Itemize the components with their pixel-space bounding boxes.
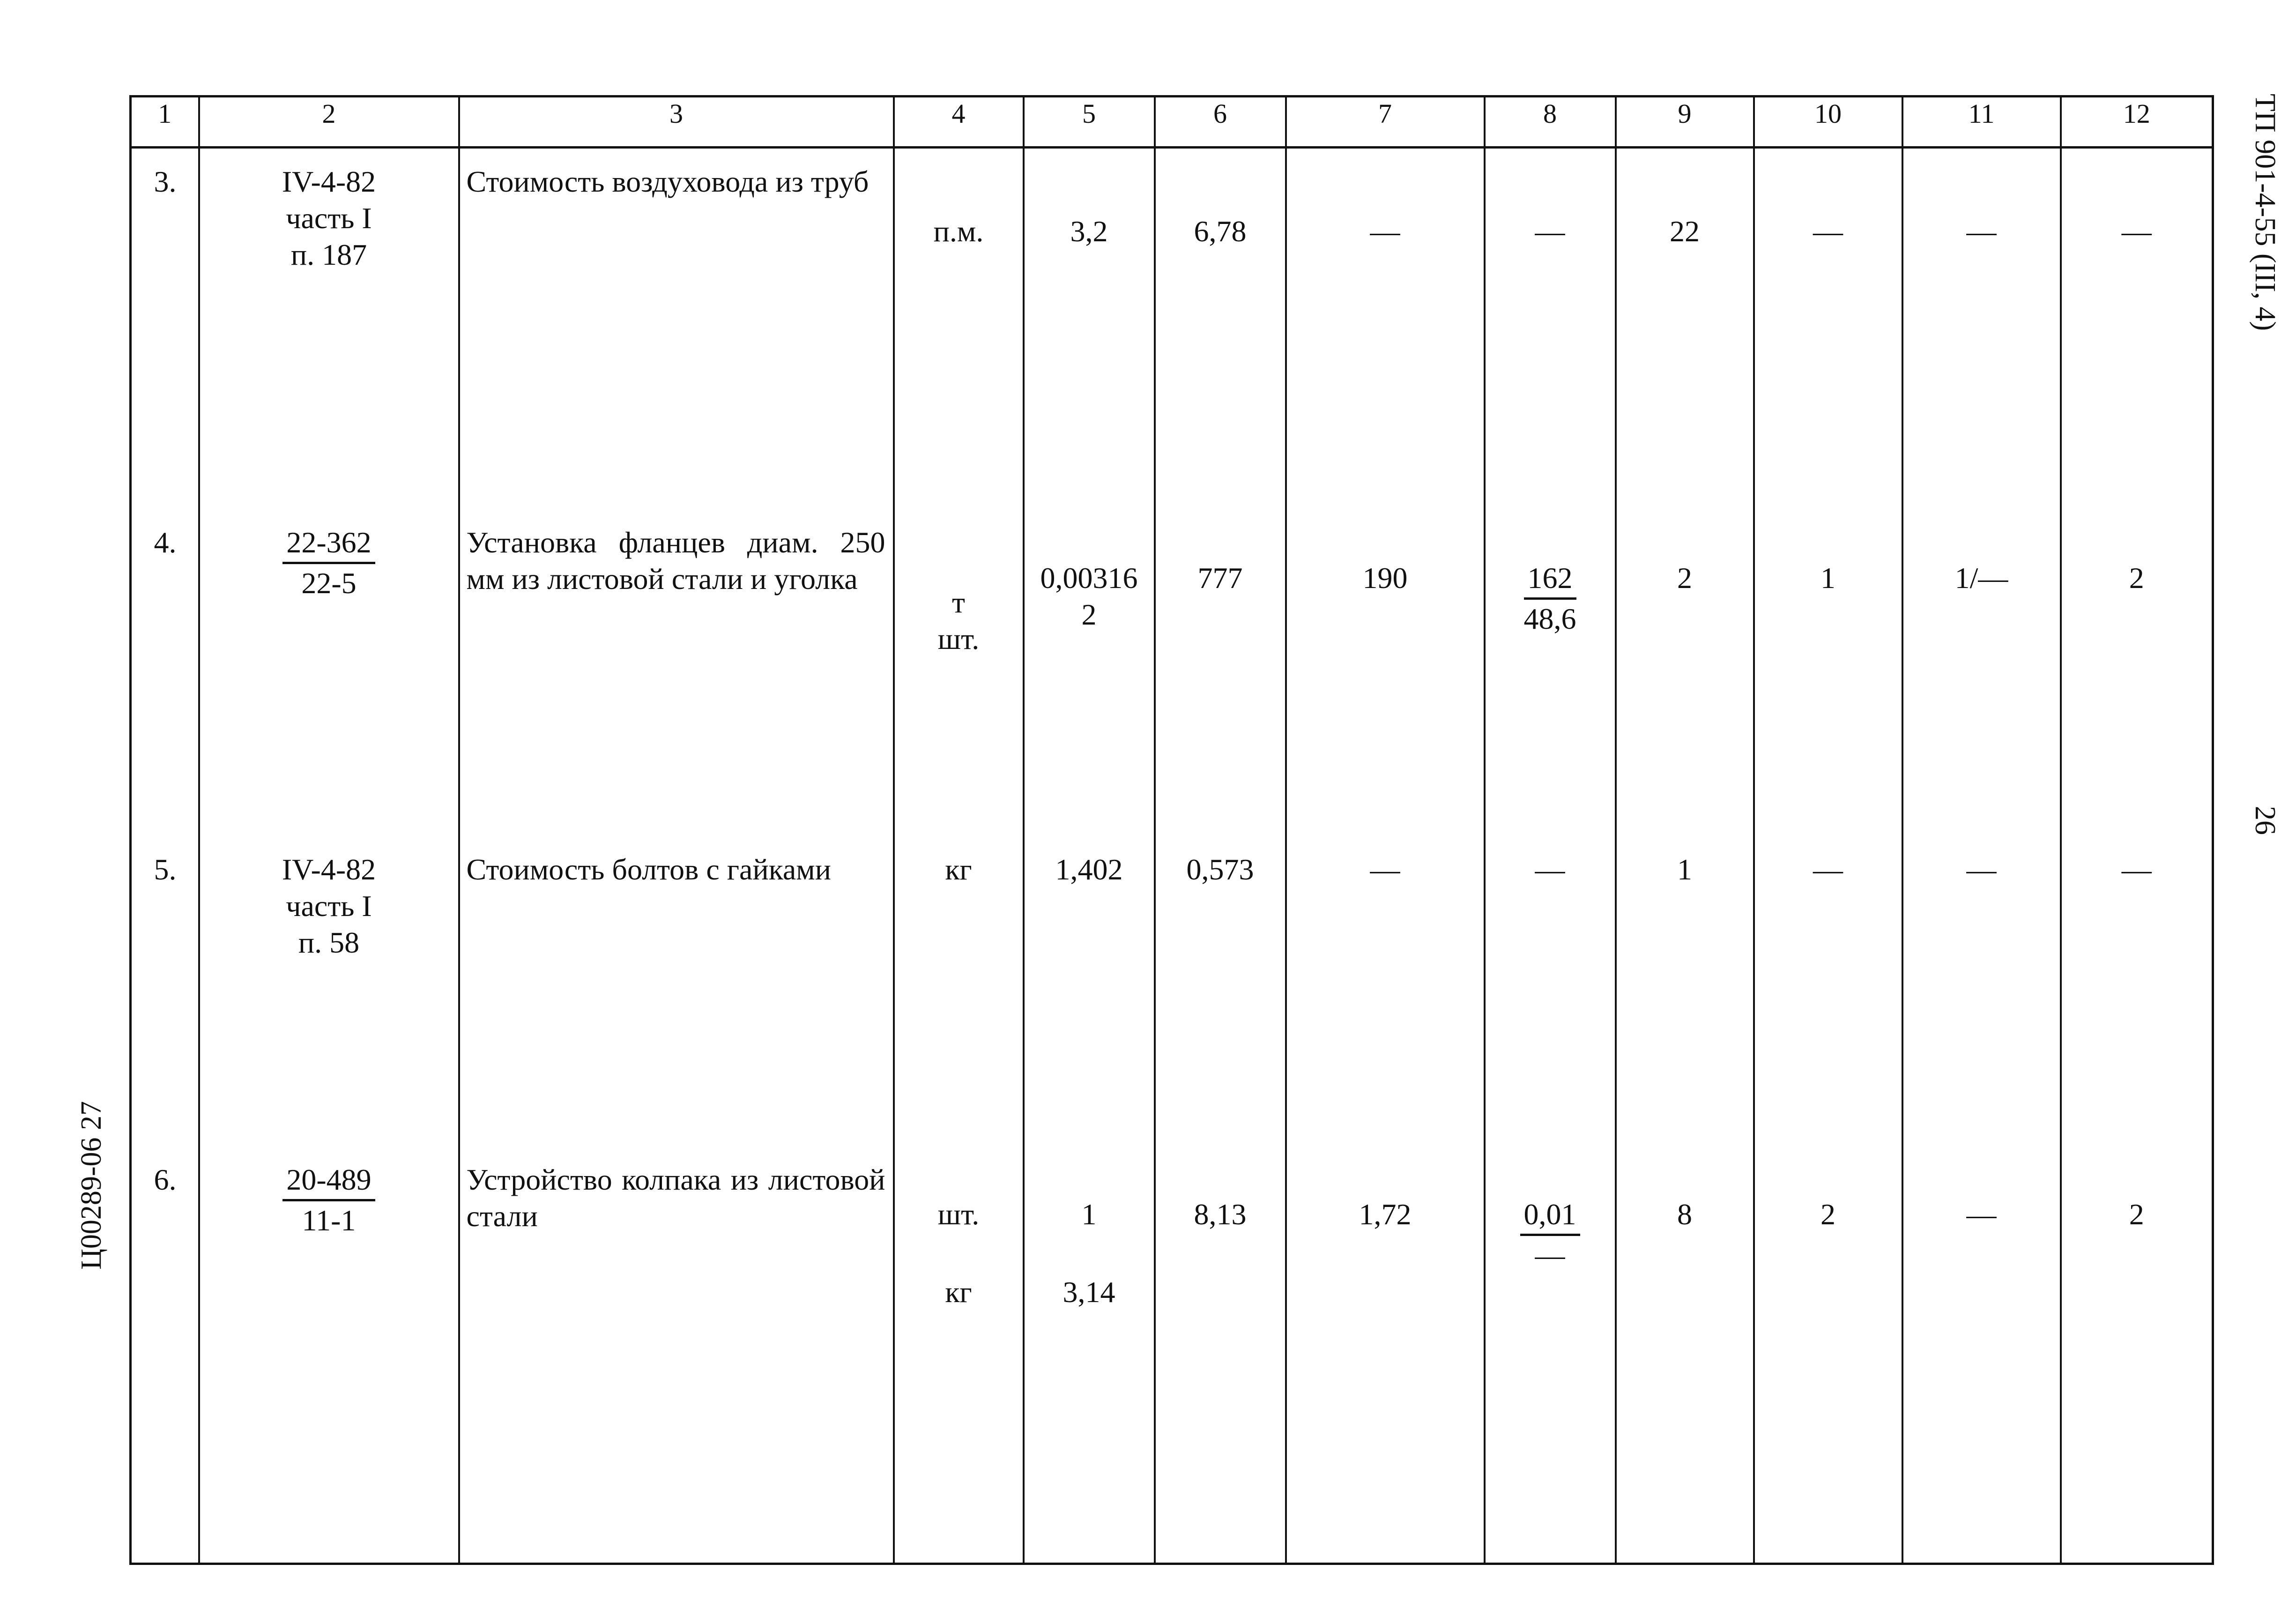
cell-col8: [1485, 509, 1616, 836]
code-denominator: 22-5: [301, 566, 357, 600]
col-header: 7: [1286, 97, 1485, 148]
cell-col8: —: [1485, 148, 1616, 510]
row-number: 6.: [131, 1147, 199, 1564]
code-fraction: [282, 1162, 375, 1239]
code-denominator: 11-1: [302, 1204, 356, 1237]
cell-col8: —: [1485, 836, 1616, 1147]
value-fraction: [1520, 1196, 1580, 1273]
cell-col11: —: [1902, 836, 2061, 1147]
col-header: 11: [1902, 97, 2061, 148]
cell-col12: 2: [2061, 1147, 2213, 1564]
work-description: Стоимость болтов с гайками: [459, 836, 894, 1147]
code-line: IV-4-82: [282, 853, 376, 886]
qty-line: 0,00316: [1040, 561, 1138, 595]
cell-col11: 1/—: [1902, 509, 2061, 836]
col-header: 10: [1754, 97, 1902, 148]
work-description: Устройство колпака из листовой стали: [459, 1147, 894, 1564]
code-numerator: 22-362: [282, 524, 375, 564]
code-line: п. 187: [290, 238, 367, 272]
cell-col9: 8: [1616, 1147, 1754, 1564]
unit: [894, 1147, 1024, 1564]
cell-col10: 2: [1754, 1147, 1902, 1564]
table-row: [131, 509, 2213, 836]
qty-line: 1: [1081, 1198, 1097, 1231]
cell-col11: —: [1902, 148, 2061, 510]
work-description: Установка фланцев диам. 250 мм из листовой стали и уголка: [459, 509, 894, 836]
col-header: 2: [199, 97, 459, 148]
unit-line: т: [952, 586, 965, 619]
quantity: [1024, 1147, 1155, 1564]
code-numerator: 20-489: [282, 1162, 375, 1201]
header-row: [131, 97, 2213, 148]
rate-code: [199, 509, 459, 836]
cell-col7: 1,72: [1286, 1147, 1485, 1564]
cell-col12: —: [2061, 836, 2213, 1147]
code-line: часть I: [286, 889, 372, 923]
col-header: 4: [894, 97, 1024, 148]
cell-col6: 777: [1155, 509, 1286, 836]
estimate-table: [129, 95, 2214, 1565]
work-description: Стоимость воздуховода из труб: [459, 148, 894, 510]
sheet-number: 26: [2249, 806, 2281, 835]
col-header: 9: [1616, 97, 1754, 148]
row-number: 5.: [131, 836, 199, 1147]
unit-line: шт.: [937, 1198, 980, 1231]
col-header: 3: [459, 97, 894, 148]
cell-col12: 2: [2061, 509, 2213, 836]
cell-col12: —: [2061, 148, 2213, 510]
cell-col9: 22: [1616, 148, 1754, 510]
value-numerator: 162: [1524, 560, 1576, 600]
cell-col8: [1485, 1147, 1616, 1564]
table-row: [131, 1147, 2213, 1564]
qty-line: 2: [1081, 598, 1097, 632]
cell-col7: 190: [1286, 509, 1485, 836]
value-numerator: 0,01: [1520, 1196, 1580, 1236]
archive-code: Ц00289-06 27: [75, 1101, 107, 1270]
col-header: 8: [1485, 97, 1616, 148]
cell-col6: 8,13: [1155, 1147, 1286, 1564]
table-row: [131, 836, 2213, 1147]
quantity: [1024, 509, 1155, 836]
unit: кг: [894, 836, 1024, 1147]
code-line: IV-4-82: [282, 165, 376, 198]
cell-col9: 1: [1616, 836, 1754, 1147]
code-fraction: [282, 524, 375, 602]
cell-col10: —: [1754, 836, 1902, 1147]
quantity: 1,402: [1024, 836, 1155, 1147]
value-fraction: [1524, 560, 1576, 637]
cell-col7: —: [1286, 148, 1485, 510]
table-row: [131, 148, 2213, 510]
row-number: 3.: [131, 148, 199, 510]
code-line: п. 58: [298, 926, 360, 960]
quantity: 3,2: [1024, 148, 1155, 510]
document-code: ТП 901-4-55 (III, 4): [2249, 94, 2281, 331]
code-line: часть I: [286, 201, 372, 235]
value-denominator: —: [1535, 1238, 1565, 1272]
cell-col7: —: [1286, 836, 1485, 1147]
unit-line: шт.: [937, 622, 980, 656]
unit: [894, 509, 1024, 836]
col-header: 1: [131, 97, 199, 148]
row-number: 4.: [131, 509, 199, 836]
rate-code: [199, 836, 459, 1147]
cell-col6: 0,573: [1155, 836, 1286, 1147]
unit-line: кг: [945, 1275, 972, 1309]
unit: п.м.: [894, 148, 1024, 510]
col-header: 5: [1024, 97, 1155, 148]
cell-col9: 2: [1616, 509, 1754, 836]
rate-code: [199, 1147, 459, 1564]
cell-col11: —: [1902, 1147, 2061, 1564]
qty-line: 3,14: [1063, 1275, 1115, 1309]
cell-col10: —: [1754, 148, 1902, 510]
cell-col10: 1: [1754, 509, 1902, 836]
rate-code: [199, 148, 459, 510]
col-header: 12: [2061, 97, 2213, 148]
value-denominator: 48,6: [1523, 602, 1576, 636]
cell-col6: 6,78: [1155, 148, 1286, 510]
col-header: 6: [1155, 97, 1286, 148]
